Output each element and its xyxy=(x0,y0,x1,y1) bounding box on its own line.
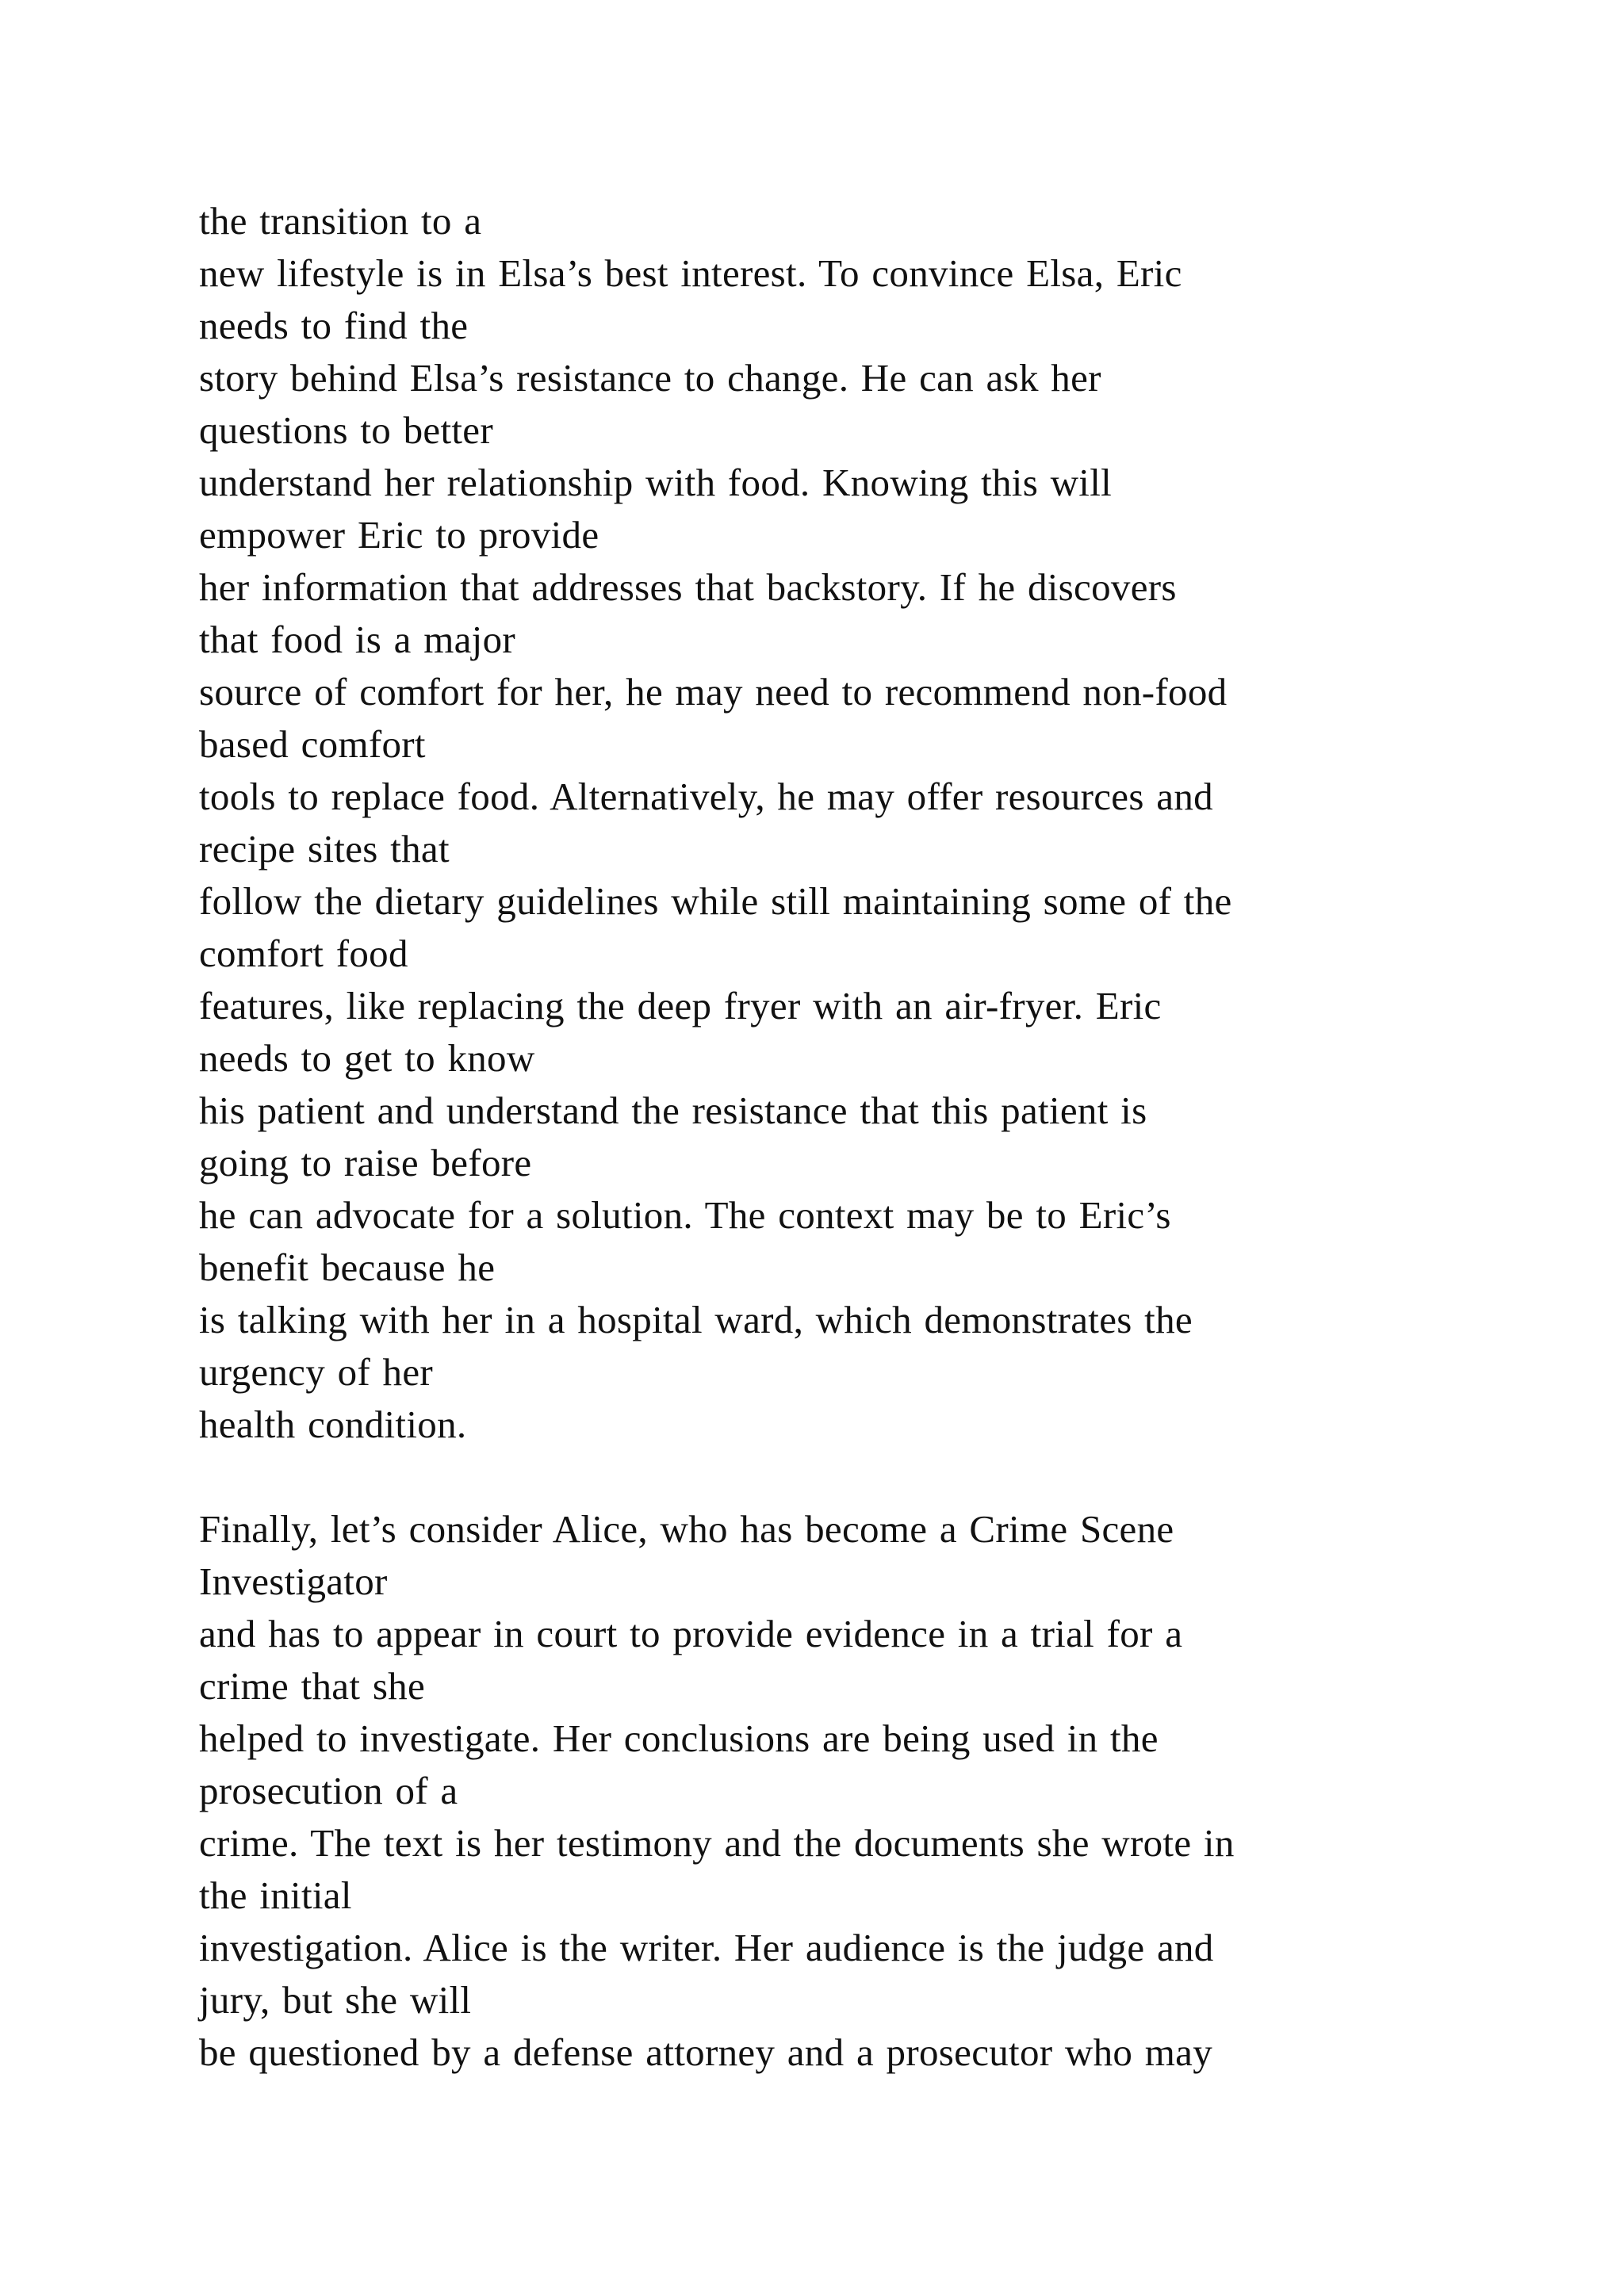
text-line: and has to appear in court to provide evidence in a trial for a xyxy=(199,1612,1183,1655)
text-line: understand her relationship with food. Knowing this will xyxy=(199,461,1113,504)
text-line: urgency of her xyxy=(199,1350,434,1394)
text-line: he can advocate for a solution. The context may be to Eric’s xyxy=(199,1193,1171,1237)
text-line: that food is a major xyxy=(199,618,516,661)
text-line: recipe sites that xyxy=(199,827,450,871)
paragraph-2 xyxy=(199,1503,1547,2079)
document-text xyxy=(199,195,1547,2079)
text-line: crime. The text is her testimony and the documents she wrote in xyxy=(199,1821,1235,1865)
text-line: going to raise before xyxy=(199,1141,532,1184)
text-line: the transition to a xyxy=(199,199,482,243)
text-line: investigation. Alice is the writer. Her audience is the judge and xyxy=(199,1926,1214,1969)
text-line: crime that she xyxy=(199,1664,426,1708)
text-line: comfort food xyxy=(199,932,408,975)
text-line: source of comfort for her, he may need to recommend non-food xyxy=(199,670,1228,714)
text-line: needs to get to know xyxy=(199,1036,535,1080)
text-line: new lifestyle is in Elsa’s best interest. To convince Elsa, Eric xyxy=(199,251,1182,295)
text-line: jury, but she will xyxy=(199,1978,472,2022)
text-line: benefit because he xyxy=(199,1246,496,1289)
text-line: Finally, let’s consider Alice, who has become a Crime Scene xyxy=(199,1507,1174,1551)
text-line: features, like replacing the deep fryer with an air-fryer. Eric xyxy=(199,984,1162,1027)
text-line: Investigator xyxy=(199,1559,388,1603)
text-line: her information that addresses that backstory. If he discovers xyxy=(199,565,1177,609)
text-line: tools to replace food. Alternatively, he may offer resources and xyxy=(199,775,1213,818)
text-line: be questioned by a defense attorney and a prosecutor who may xyxy=(199,2030,1213,2074)
text-line: helped to investigate. Her conclusions are being used in the xyxy=(199,1716,1159,1760)
text-line: his patient and understand the resistance that this patient is xyxy=(199,1089,1147,1132)
text-line: questions to better xyxy=(199,408,493,452)
text-line: story behind Elsa’s resistance to change. He can ask her xyxy=(199,356,1101,400)
text-line: based comfort xyxy=(199,722,426,766)
text-line: health condition. xyxy=(199,1402,467,1446)
text-line: is talking with her in a hospital ward, which demonstrates the xyxy=(199,1298,1193,1341)
text-line: prosecution of a xyxy=(199,1769,458,1812)
text-line: follow the dietary guidelines while still maintaining some of the xyxy=(199,879,1232,923)
text-line: the initial xyxy=(199,1873,352,1917)
text-line: empower Eric to provide xyxy=(199,513,599,557)
paragraph-break xyxy=(199,1451,1547,1503)
paragraph-1 xyxy=(199,195,1547,1451)
text-line: needs to find the xyxy=(199,304,469,347)
